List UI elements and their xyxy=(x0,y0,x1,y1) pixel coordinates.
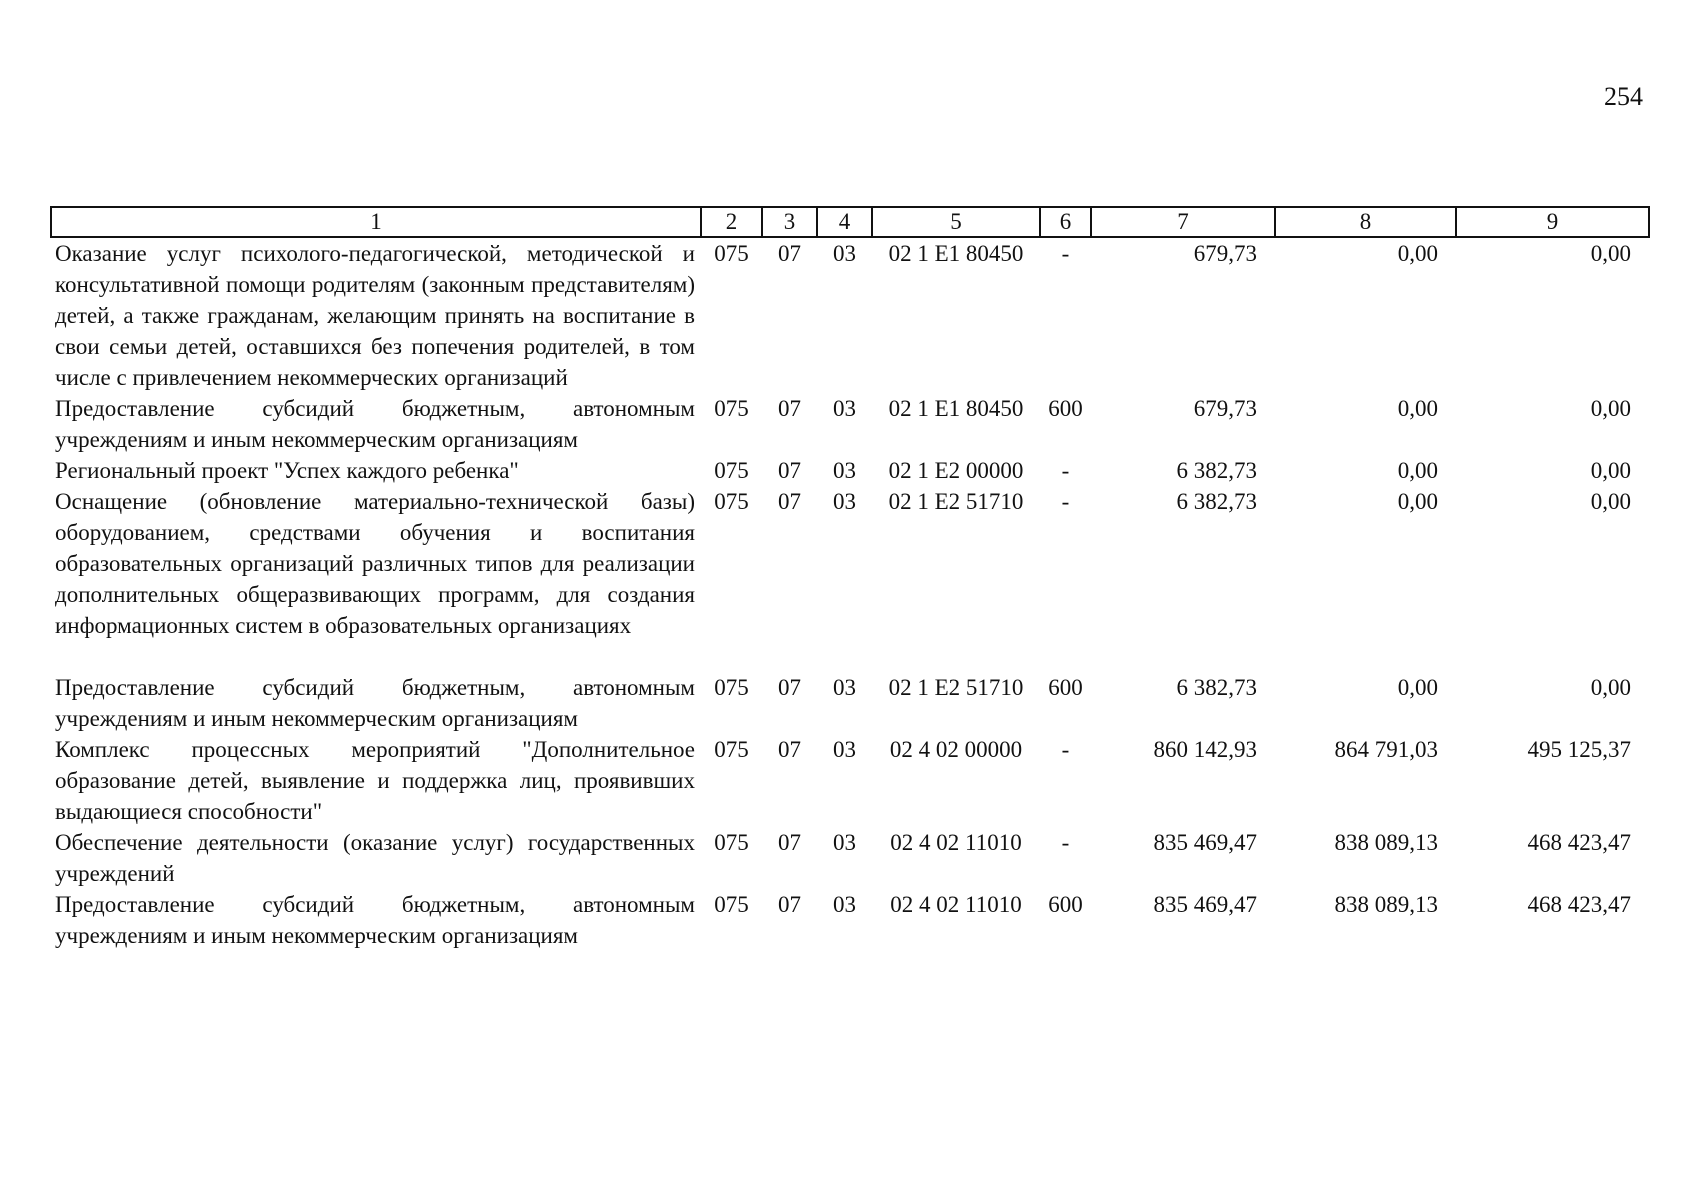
row-amount-col7: 835 469,47 xyxy=(1153,892,1257,917)
header-col-2: 2 xyxy=(701,207,762,237)
row-expense-type: - xyxy=(1061,737,1070,762)
row-admin-code: 075 xyxy=(714,458,749,483)
row-section: 07 xyxy=(778,458,801,483)
header-col-3: 3 xyxy=(762,207,817,237)
header-row xyxy=(51,207,1649,237)
header-col-4: 4 xyxy=(817,207,872,237)
table-row xyxy=(51,827,1649,889)
header-col-6: 6 xyxy=(1040,207,1091,237)
row-subsection: 03 xyxy=(833,458,856,483)
row-section: 07 xyxy=(778,892,801,917)
row-expense-type: - xyxy=(1061,489,1070,514)
row-section: 07 xyxy=(778,396,801,421)
row-amount-col8: 0,00 xyxy=(1397,675,1438,700)
spacer-row xyxy=(51,641,1649,672)
row-admin-code: 075 xyxy=(714,489,749,514)
row-amount-col8: 838 089,13 xyxy=(1334,892,1438,917)
row-name: Предоставление субсидий бюджетным, автономным учреждениям и иным некоммерческим организациям xyxy=(55,396,695,452)
table-row xyxy=(51,455,1649,486)
header-col-1: 1 xyxy=(51,207,701,237)
row-subsection: 03 xyxy=(833,396,856,421)
row-section: 07 xyxy=(778,675,801,700)
row-name: Предоставление субсидий бюджетным, автономным учреждениям и иным некоммерческим организациям xyxy=(55,675,695,731)
row-admin-code: 075 xyxy=(714,892,749,917)
spacer-cell xyxy=(51,641,1649,672)
row-subsection: 03 xyxy=(833,892,856,917)
row-admin-code: 075 xyxy=(714,396,749,421)
row-section: 07 xyxy=(778,489,801,514)
row-subsection: 03 xyxy=(833,675,856,700)
row-target-article: 02 1 E2 00000 xyxy=(888,458,1024,483)
row-name: Оказание услуг психолого-педагогической, методической и консультативной помощи родителям (законным представителям) детей, а также гражданам, желающим принять на воспитание в свои семьи детей, оставшихся без попечения родителей, в том числе с привлечением некоммерческих организаций xyxy=(55,241,695,390)
row-name: Предоставление субсидий бюджетным, автономным учреждениям и иным некоммерческим организациям xyxy=(55,892,695,948)
table-body xyxy=(51,237,1649,951)
row-amount-col9: 468 423,47 xyxy=(1527,892,1631,917)
row-amount-col8: 0,00 xyxy=(1397,458,1438,483)
row-amount-col8: 864 791,03 xyxy=(1334,737,1438,762)
row-amount-col7: 679,73 xyxy=(1193,241,1257,266)
row-target-article: 02 1 E1 80450 xyxy=(888,396,1024,421)
row-expense-type: 600 xyxy=(1048,892,1083,917)
table-row xyxy=(51,889,1649,951)
row-subsection: 03 xyxy=(833,241,856,266)
row-name: Комплекс процессных мероприятий "Дополнительное образование детей, выявление и поддержка лиц, проявивших выдающиеся способности" xyxy=(55,737,695,824)
row-amount-col9: 0,00 xyxy=(1590,396,1631,421)
row-admin-code: 075 xyxy=(714,830,749,855)
row-section: 07 xyxy=(778,241,801,266)
table-row xyxy=(51,393,1649,455)
row-target-article: 02 1 E2 51710 xyxy=(888,675,1024,700)
row-expense-type: 600 xyxy=(1048,396,1083,421)
row-expense-type: 600 xyxy=(1048,675,1083,700)
table-row xyxy=(51,237,1649,393)
row-target-article: 02 1 E1 80450 xyxy=(888,241,1024,266)
row-amount-col9: 0,00 xyxy=(1590,675,1631,700)
row-section: 07 xyxy=(778,830,801,855)
row-amount-col7: 860 142,93 xyxy=(1153,737,1257,762)
row-amount-col7: 835 469,47 xyxy=(1153,830,1257,855)
row-amount-col7: 6 382,73 xyxy=(1176,489,1257,514)
row-amount-col8: 838 089,13 xyxy=(1334,830,1438,855)
row-name: Оснащение (обновление материально-технической базы) оборудованием, средствами обучения и воспитания образовательных организаций различных типов для реализации дополнительных общеразвивающих программ, для создания информационных систем в образовательных организациях xyxy=(55,489,695,638)
table-row xyxy=(51,486,1649,641)
header-col-5: 5 xyxy=(872,207,1040,237)
row-amount-col9: 0,00 xyxy=(1590,458,1631,483)
row-amount-col9: 495 125,37 xyxy=(1527,737,1631,762)
row-amount-col9: 468 423,47 xyxy=(1527,830,1631,855)
header-col-9: 9 xyxy=(1456,207,1649,237)
row-amount-col9: 0,00 xyxy=(1590,489,1631,514)
row-amount-col7: 679,73 xyxy=(1193,396,1257,421)
row-target-article: 02 4 02 00000 xyxy=(889,737,1023,762)
row-target-article: 02 1 E2 51710 xyxy=(888,489,1024,514)
row-subsection: 03 xyxy=(833,830,856,855)
row-amount-col9: 0,00 xyxy=(1590,241,1631,266)
page-number: 254 xyxy=(1604,82,1643,111)
row-target-article: 02 4 02 11010 xyxy=(890,830,1022,855)
row-amount-col8: 0,00 xyxy=(1397,241,1438,266)
row-amount-col8: 0,00 xyxy=(1397,489,1438,514)
row-expense-type: - xyxy=(1061,241,1070,266)
row-admin-code: 075 xyxy=(714,737,749,762)
table-row xyxy=(51,672,1649,734)
row-admin-code: 075 xyxy=(714,675,749,700)
row-amount-col7: 6 382,73 xyxy=(1176,675,1257,700)
row-expense-type: - xyxy=(1061,458,1070,483)
row-amount-col8: 0,00 xyxy=(1397,396,1438,421)
table-row xyxy=(51,734,1649,827)
row-name: Региональный проект "Успех каждого ребенка" xyxy=(55,458,519,483)
row-amount-col7: 6 382,73 xyxy=(1176,458,1257,483)
row-section: 07 xyxy=(778,737,801,762)
row-admin-code: 075 xyxy=(714,241,749,266)
budget-table xyxy=(50,206,1650,951)
row-expense-type: - xyxy=(1061,830,1070,855)
row-subsection: 03 xyxy=(833,737,856,762)
row-name: Обеспечение деятельности (оказание услуг) государственных учреждений xyxy=(55,830,695,886)
row-target-article: 02 4 02 11010 xyxy=(890,892,1022,917)
header-col-7: 7 xyxy=(1091,207,1275,237)
header-col-8: 8 xyxy=(1275,207,1456,237)
table-header xyxy=(51,207,1649,237)
row-subsection: 03 xyxy=(833,489,856,514)
